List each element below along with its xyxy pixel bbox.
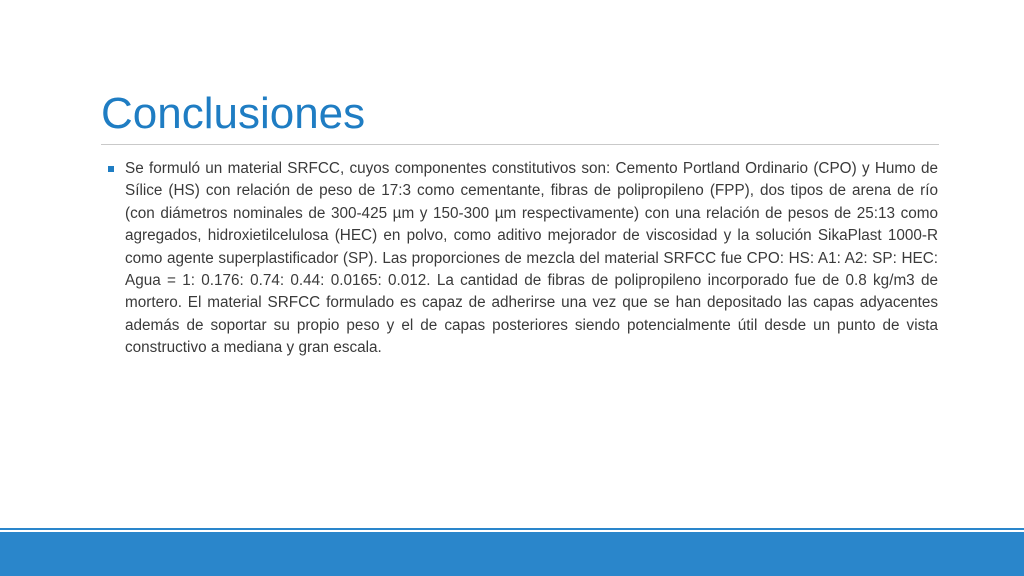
square-bullet-icon [108,166,114,172]
slide-title: Conclusiones [101,89,366,138]
title-divider [101,144,939,145]
slide-content [104,158,938,360]
bullet-item [104,158,938,360]
footer-accent-line [0,528,1024,530]
bullet-text: Se formuló un material SRFCC, cuyos componentes constitutivos son: Cemento Portland Ordinario (CPO) y Humo de Sílice (HS) con relación de peso de 17:3 como cementante, fibras de polipropileno (FPP), dos tipos de arena de río (con diámetros nominales de 300-425 µm y 150-300 µm respectivamente) con una relación de pesos de 25:13 como agregados, hidroxietilcelulosa (HEC) en polvo, como aditivo mejorador de viscosidad y la solución SikaPlast 1000-R como agente superplastificador (SP). Las proporciones de mezcla del material SRFCC fue CPO: HS: A1: A2: SP: HEC: Agua = 1: 0.176: 0.74: 0.44: 0.0165: 0.012. La cantidad de fibras de polipropileno incorporado fue de 0.8 kg/m3 de mortero. El material SRFCC formulado es capaz de adherirse una vez que se han depositado las capas adyacentes además de soportar su propio peso y el de capas posteriores siendo potencialmente útil desde un punto de vista constructivo a mediana y gran escala. [125,160,938,357]
footer-bar [0,532,1024,576]
